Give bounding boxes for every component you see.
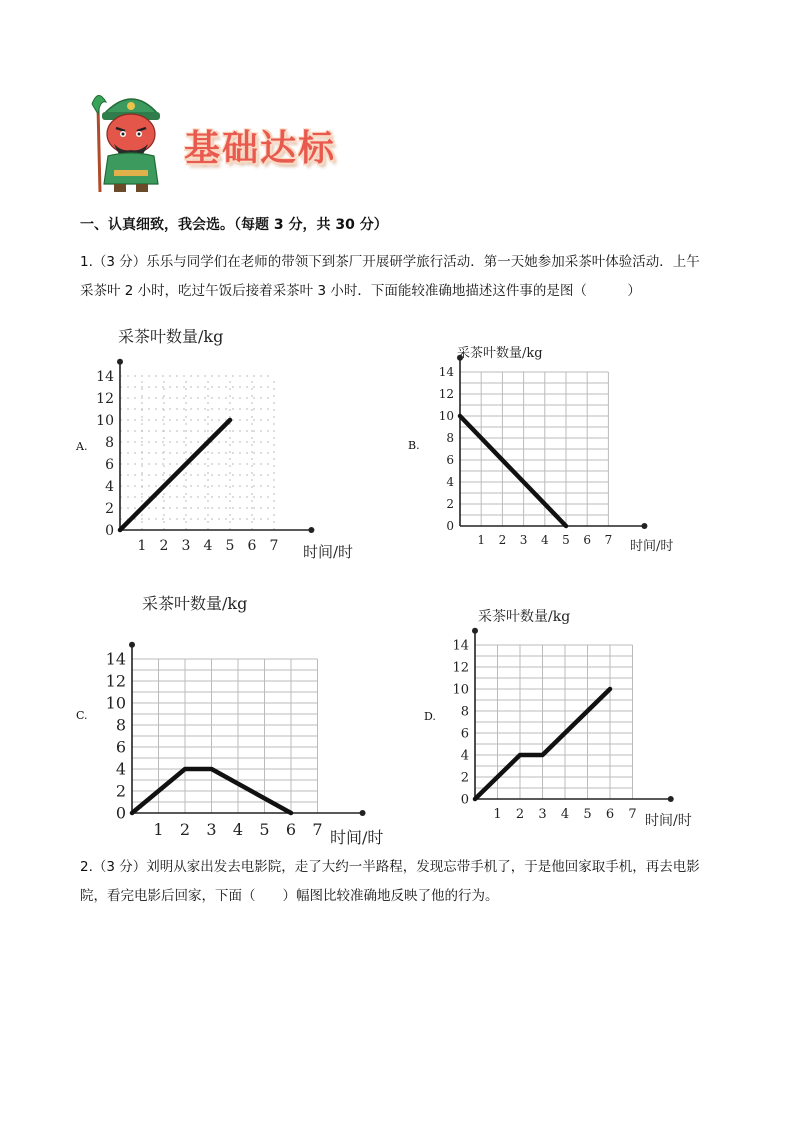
y-tick-label: 10 xyxy=(452,682,469,698)
x-tick-label: 3 xyxy=(206,820,217,839)
y-tick-label: 10 xyxy=(438,409,454,424)
data-point xyxy=(290,812,293,815)
y-tick-label: 8 xyxy=(460,704,469,720)
y-axis-arrow-icon xyxy=(117,359,123,365)
y-tick-label: 8 xyxy=(105,434,114,451)
question-1-line-2: 采茶叶 2 小时，吃过午饭后接着采茶叶 3 小时．下面能较准确地描述这件事的是图（ ） xyxy=(80,283,641,299)
x-tick-label: 2 xyxy=(159,538,169,554)
y-tick-label: 14 xyxy=(438,365,454,380)
x-tick-label: 1 xyxy=(493,807,502,822)
x-tick-label: 3 xyxy=(519,533,528,547)
y-tick-label: 14 xyxy=(105,649,126,669)
data-point xyxy=(119,529,122,532)
x-tick-label: 5 xyxy=(562,533,570,547)
y-tick-label: 4 xyxy=(105,478,114,495)
chart-d xyxy=(440,603,720,833)
y-tick-label: 2 xyxy=(105,500,114,517)
y-axis-arrow-icon xyxy=(129,642,135,648)
x-tick-label: 6 xyxy=(605,807,615,822)
y-tick-label: 14 xyxy=(96,368,114,385)
data-point xyxy=(131,812,134,815)
chart-c xyxy=(100,590,410,855)
y-tick-label: 4 xyxy=(446,475,454,490)
x-axis-arrow-icon xyxy=(308,527,314,533)
series-line xyxy=(120,420,230,530)
x-tick-label: 1 xyxy=(153,820,164,839)
y-tick-label: 4 xyxy=(460,748,469,764)
question-2 xyxy=(80,853,730,911)
y-axis-title: 采茶叶数量/kg xyxy=(478,609,571,625)
y-axis-title: 采茶叶数量/kg xyxy=(457,346,543,361)
x-tick-label: 2 xyxy=(515,807,525,822)
y-axis-title: 采茶叶数量/kg xyxy=(142,594,248,613)
data-point xyxy=(184,768,187,771)
y-tick-label: 8 xyxy=(115,715,126,735)
data-point xyxy=(565,525,568,528)
option-a-label: A. xyxy=(76,440,88,453)
x-tick-label: 1 xyxy=(137,538,147,554)
x-axis-title: 时间/时 xyxy=(630,539,674,554)
y-axis-arrow-icon xyxy=(472,628,478,634)
option-d-label: D. xyxy=(424,710,436,723)
x-axis-title: 时间/时 xyxy=(645,813,692,829)
x-tick-label: 6 xyxy=(285,820,297,839)
y-tick-label: 8 xyxy=(446,431,454,446)
x-tick-label: 6 xyxy=(247,538,257,554)
x-tick-label: 3 xyxy=(181,538,191,554)
banner-title: 基础达标 xyxy=(184,128,337,169)
y-tick-label: 6 xyxy=(105,456,114,473)
y-axis-title: 采茶叶数量/kg xyxy=(118,327,224,346)
x-tick-label: 7 xyxy=(628,807,637,822)
x-tick-label: 4 xyxy=(560,807,570,822)
y-tick-label: 12 xyxy=(452,660,469,676)
option-c-label: C. xyxy=(76,709,88,722)
chart-b xyxy=(425,340,695,555)
y-tick-label: 10 xyxy=(96,412,114,429)
x-tick-label: 7 xyxy=(312,820,323,839)
x-tick-label: 4 xyxy=(232,820,244,839)
x-tick-label: 7 xyxy=(269,538,279,554)
x-tick-label: 7 xyxy=(604,533,613,547)
y-tick-label: 10 xyxy=(105,693,126,713)
data-point xyxy=(210,768,213,771)
y-tick-label: 0 xyxy=(105,522,114,539)
y-tick-label: 0 xyxy=(460,792,469,808)
x-tick-label: 5 xyxy=(225,538,235,554)
y-tick-label: 6 xyxy=(115,737,126,757)
cartoon-character-icon xyxy=(84,84,184,196)
option-b-label: B. xyxy=(408,439,420,452)
x-axis-arrow-icon xyxy=(668,796,674,802)
data-point xyxy=(229,419,232,422)
x-axis-arrow-icon xyxy=(360,810,366,816)
question-1-line-1: 1.（3 分）乐乐与同学们在老师的带领下到茶厂开展研学旅行活动．第一天她参加采茶叶体验活动．上午 xyxy=(80,254,700,270)
x-axis-title: 时间/时 xyxy=(303,543,354,561)
y-tick-label: 0 xyxy=(446,519,454,534)
question-1 xyxy=(80,248,730,306)
y-tick-label: 0 xyxy=(115,803,126,823)
x-axis-arrow-icon xyxy=(641,523,647,529)
y-tick-label: 12 xyxy=(105,671,126,691)
data-point xyxy=(609,688,612,691)
x-tick-label: 1 xyxy=(477,533,486,547)
section-title: 一、认真细致，我会选。（每题 3 分，共 30 分） xyxy=(80,217,388,233)
y-tick-label: 6 xyxy=(460,726,469,742)
y-tick-label: 12 xyxy=(438,387,454,402)
x-tick-label: 2 xyxy=(179,820,191,839)
y-tick-label: 2 xyxy=(115,781,126,801)
y-tick-label: 6 xyxy=(446,453,454,468)
x-tick-label: 3 xyxy=(538,807,547,822)
data-point xyxy=(541,754,544,757)
banner xyxy=(84,84,384,196)
y-tick-label: 2 xyxy=(460,770,469,786)
x-axis-title: 时间/时 xyxy=(330,828,384,847)
y-tick-label: 2 xyxy=(446,497,454,512)
y-tick-label: 12 xyxy=(96,390,114,407)
data-point xyxy=(519,754,522,757)
question-2-line-2: 院，看完电影后回家，下面（ ）幅图比较准确地反映了他的行为。 xyxy=(80,888,499,904)
x-tick-label: 5 xyxy=(583,807,592,822)
data-point xyxy=(474,798,477,801)
x-tick-label: 4 xyxy=(203,538,213,554)
chart-a xyxy=(96,322,354,567)
x-tick-label: 4 xyxy=(540,533,549,547)
x-tick-label: 2 xyxy=(498,533,507,547)
x-tick-label: 5 xyxy=(259,820,270,839)
y-tick-label: 4 xyxy=(115,759,126,779)
question-2-line-1: 2.（3 分）刘明从家出发去电影院，走了大约一半路程，发现忘带手机了，于是他回家取手机，再去电影 xyxy=(80,859,700,875)
y-tick-label: 14 xyxy=(452,638,469,654)
data-point xyxy=(459,415,462,418)
x-tick-label: 6 xyxy=(583,533,592,547)
